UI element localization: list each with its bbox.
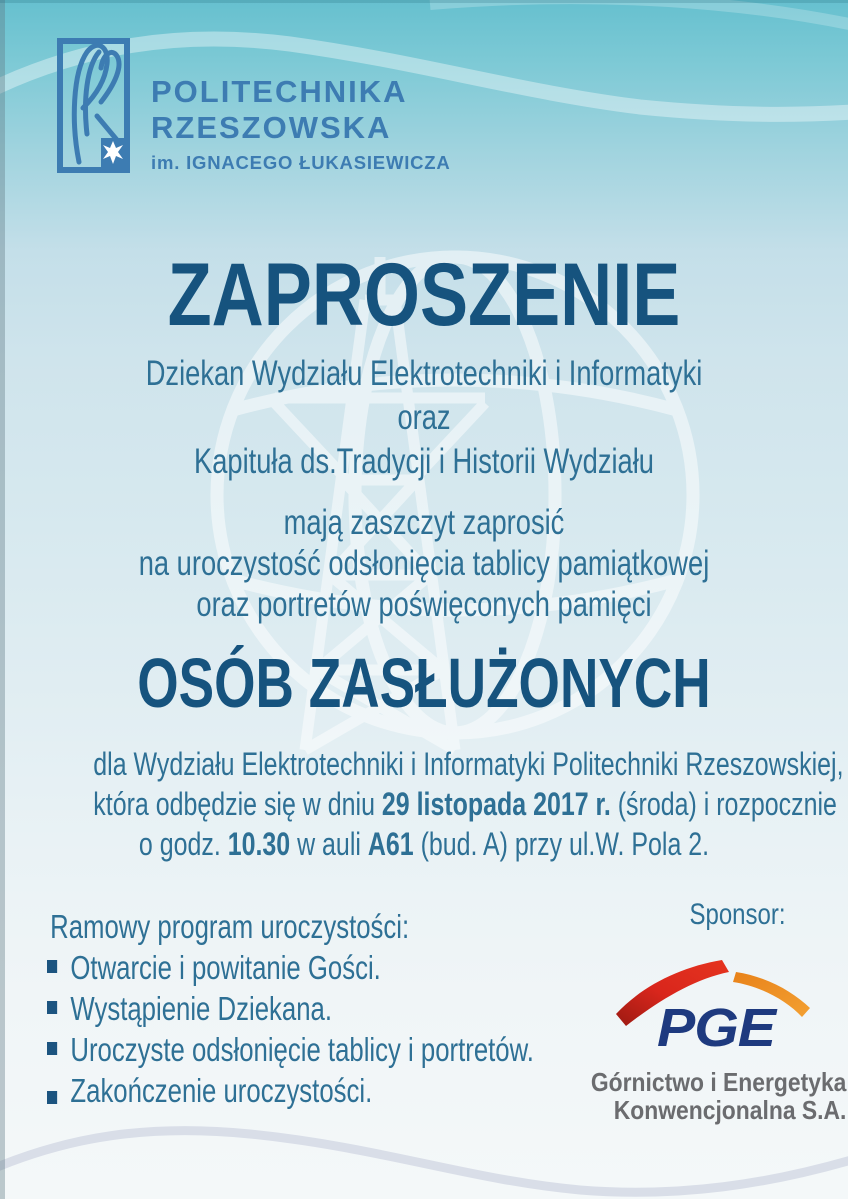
invite-line-3: oraz portretów poświęconych pamięci	[196, 585, 652, 624]
details-line3-mid: w auli	[290, 826, 368, 862]
sponsor-company-line1: Górnictwo i Energetyka	[590, 1067, 846, 1097]
details-line-2	[93, 784, 837, 824]
program-item	[47, 947, 534, 988]
program-item	[47, 988, 534, 1029]
bullet-square-icon	[47, 1001, 57, 1014]
page-title: ZAPROSZENIE	[167, 244, 681, 344]
host-line-1: Dziekan Wydziału Elektrotechniki i Informatyki	[145, 354, 703, 393]
program-item-label: Otwarcie i powitanie Gości.	[70, 949, 381, 986]
host-line-3: Kapituła ds.Tradycji i Historii Wydziału	[194, 442, 654, 481]
event-time: 10.30	[227, 826, 291, 862]
politechnika-logo-icon	[57, 38, 130, 173]
bullet-square-icon	[47, 1042, 57, 1055]
event-date: 29 listopada 2017 r.	[381, 786, 611, 822]
invite-line-1: mają zaszczyt zaprosić	[283, 503, 565, 542]
hosts-block	[0, 352, 848, 484]
program-item-label: Uroczyste odsłonięcie tablicy i portretów.	[70, 1031, 534, 1068]
sponsor-company-name	[590, 1068, 846, 1124]
details-line-1: dla Wydziału Elektrotechniki i Informatyki Politechniki Rzeszowskiej,	[93, 746, 844, 782]
program-item-label: Zakończenie uroczystości.	[70, 1072, 373, 1109]
university-name-line2: RZESZOWSKA	[151, 110, 392, 145]
university-name-block	[151, 74, 451, 174]
details-line3-post: (bud. A) przy ul.W. Pola 2.	[413, 826, 710, 862]
details-line3-pre: o godz.	[138, 826, 228, 862]
pge-logo-text: PGE	[657, 998, 779, 1052]
program-item	[47, 1029, 534, 1070]
event-details	[0, 744, 848, 864]
sponsor-label: Sponsor:	[689, 898, 786, 931]
program-block	[47, 906, 534, 1111]
university-subtitle: im. IGNACEGO ŁUKASIEWICZA	[151, 152, 451, 173]
invite-block	[0, 502, 848, 625]
sponsor-company-line2: Konwencjonalna S.A.	[613, 1095, 846, 1125]
bullet-square-icon	[47, 960, 57, 973]
details-line-3	[93, 824, 754, 864]
bullet-square-icon	[47, 1091, 57, 1104]
honorees-heading: OSÓB ZASŁUŻONYCH	[137, 644, 711, 722]
program-item	[47, 1070, 534, 1111]
details-line2-pre: która odbędzie się w dniu	[93, 786, 382, 822]
invite-line-2: na uroczystość odsłonięcia tablicy pamiątkowej	[138, 544, 710, 583]
pge-logo-icon	[596, 946, 836, 1052]
details-line2-post: (środa) i rozpocznie	[610, 786, 837, 822]
host-line-2: oraz	[397, 398, 451, 437]
program-heading: Ramowy program uroczystości:	[50, 908, 410, 945]
scan-edge-left	[0, 0, 5, 1199]
scan-edge-top	[0, 0, 848, 3]
university-name-line1: POLITECHNIKA	[151, 74, 408, 109]
program-item-label: Wystąpienie Dziekana.	[70, 990, 332, 1027]
event-hall: A61	[367, 826, 414, 862]
